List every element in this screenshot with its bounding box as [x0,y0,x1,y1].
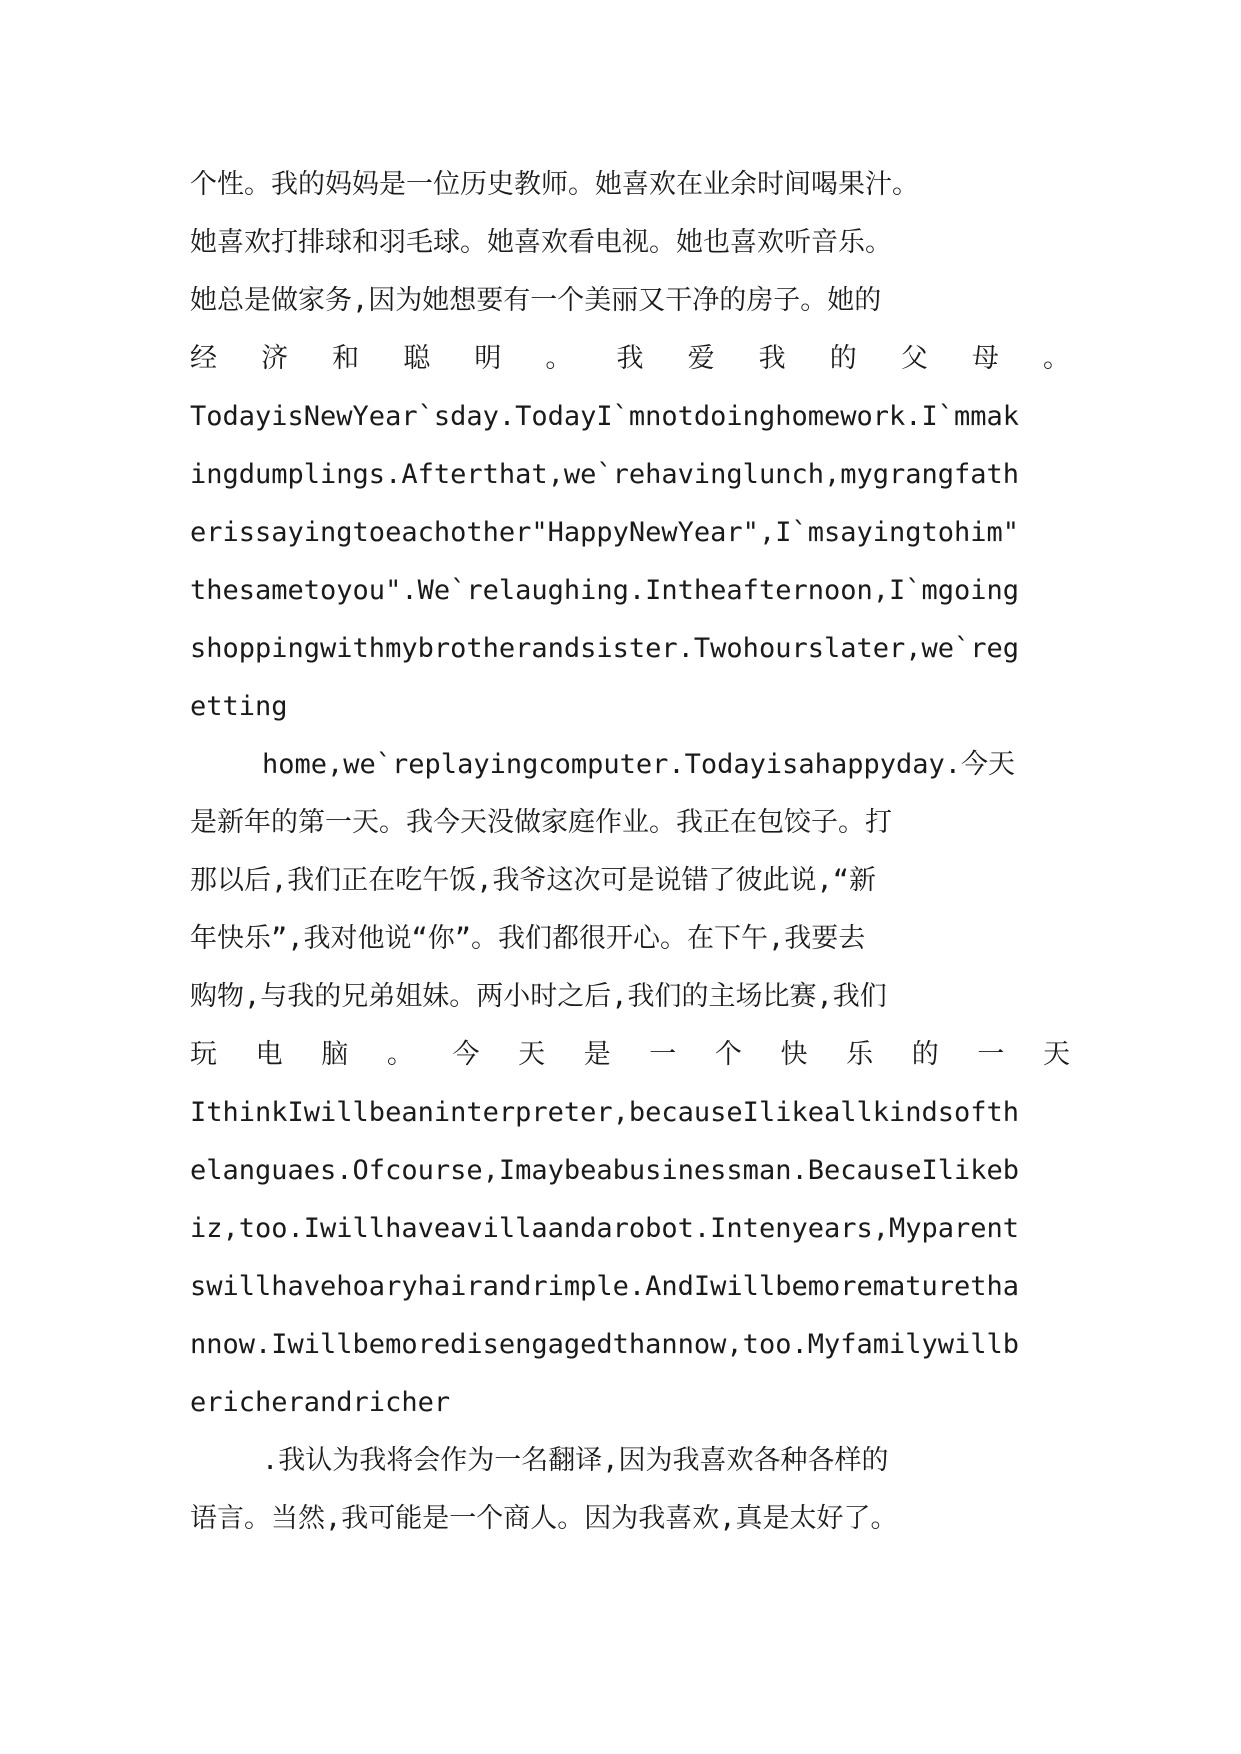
text-line: 那以后,我们正在吃午饭,我爷这次可是说错了彼此说,“新 [190,865,877,896]
text-line: iz,too.Iwillhaveavillaandarobot.Intenyears,Myparent [190,1213,1020,1244]
text-line: 玩 电 脑 。 今 天 是 一 个 快 乐 的 一 天 [190,1039,1070,1070]
text-line: 购物,与我的兄弟姐妹。两小时之后,我们的主场比赛,我们 [190,981,887,1012]
text-line: shoppingwithmybrotherandsister.Twohourslater,we`reg [190,633,1020,664]
text-line: swillhavehoaryhairandrimple.AndIwillbemorematuretha [190,1271,1020,1302]
text-line: TodayisNewYear`sday.TodayI`mnotdoinghomework.I`mmak [190,401,1020,432]
text-line: thesametoyou".We`relaughing.Intheafternoon,I`mgoing [190,575,1020,606]
text-line: nnow.Iwillbemoredisengagedthannow,too.Myfamilywillb [190,1329,1020,1360]
text-line: erissayingtoeachother"HappyNewYear",I`msayingtohim" [190,517,1020,548]
paragraph-1 [190,156,1070,736]
document-body [190,156,1070,1548]
text-line: 年快乐”,我对他说“你”。我们都很开心。在下午,我要去 [190,923,866,954]
text-line: ingdumplings.Afterthat,we`rehavinglunch,mygrangfath [190,459,1020,490]
text-line: 她喜欢打排球和羽毛球。她喜欢看电视。她也喜欢听音乐。 [190,227,892,258]
text-line: .我认为我将会作为一名翻译,因为我喜欢各种各样的 [262,1445,889,1476]
text-line: 个性。我的妈妈是一位历史教师。她喜欢在业余时间喝果汁。 [190,169,919,200]
text-line: 经 济 和 聪 明 。 我 爱 我 的 父 母 。 [190,343,1070,374]
text-line: home,we`replayingcomputer.Todayisahappyday.今天 [262,749,1015,780]
text-line: IthinkIwillbeaninterpreter,becauseIlikeallkindsofth [190,1097,1020,1128]
text-line: 语言。当然,我可能是一个商人。因为我喜欢,真是太好了。 [190,1503,898,1534]
text-line: ericherandricher [190,1387,451,1418]
text-line: etting [190,691,288,722]
text-line: 是新年的第一天。我今天没做家庭作业。我正在包饺子。打 [190,807,892,838]
paragraph-2 [190,736,1070,1432]
text-line: elanguaes.Ofcourse,Imaybeabusinessman.BecauseIlikeb [190,1155,1020,1186]
text-line: 她总是做家务,因为她想要有一个美丽又干净的房子。她的 [190,285,882,316]
paragraph-3 [190,1432,1070,1548]
